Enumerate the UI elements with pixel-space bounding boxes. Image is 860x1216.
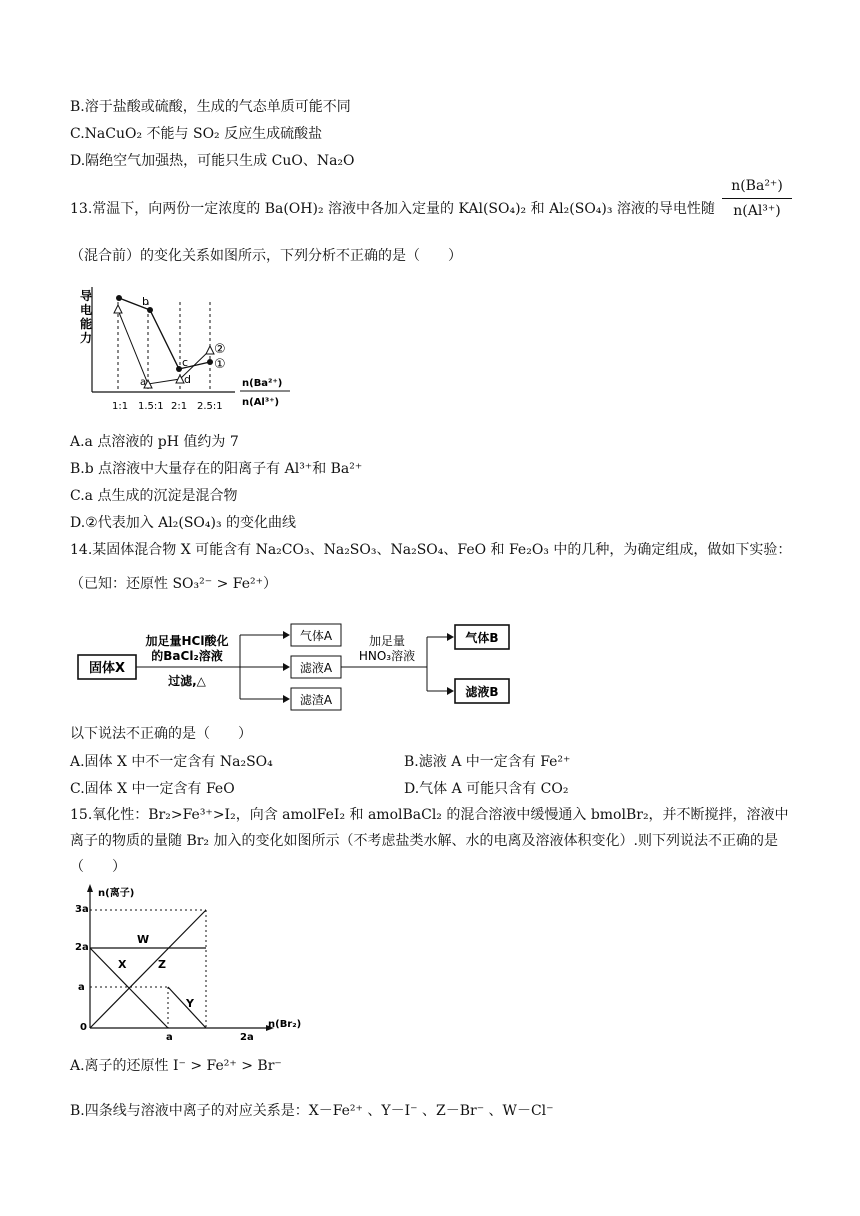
arrowhead-gas-b [447,633,454,641]
q12-option-b: B.溶于盐酸或硫酸，生成的气态单质可能不同 [70,99,351,115]
xlabel: n(Br₂) [268,1019,302,1030]
label-point-a: a [140,377,147,388]
q15-stem: 15.氧化性：Br₂>Fe³⁺>I₂，向含 amolFeI₂ 和 amolBaCl₂ 的混合溶液中缓慢通入 bmolBr₂，并不断搅拌，溶液中离子的物质的量随 Br₂ 加入的变化如图所示（不考虑盐类水解、水的电离及溶液体积变化）.则下列说法不正确的是（ ） [70,807,789,875]
xlabel-denominator: n(Al³⁺) [242,397,280,408]
curve1-point-end [207,359,213,365]
label-w: W [137,933,150,946]
ytick-2a: 2a [75,942,89,953]
reagent-line-1: 加足量HCl酸化 [145,634,229,648]
ylabel-char-1: 导 [80,289,93,303]
q15-option-b: B.四条线与溶液中离子的对应关系是：X－Fe²⁺ 、Y－I⁻ 、Z－Br⁻ 、W－Cl⁻ [70,1103,554,1119]
reagent-hno3-line-2: HNO₃溶液 [358,649,416,663]
experiment-flowchart [75,615,515,715]
curve-1 [119,298,210,369]
arrowhead-residue-a [283,695,290,703]
q13-option-b: B.b 点溶液中大量存在的阳离子有 Al³⁺和 Ba²⁺ [70,461,363,477]
tick-2-5-1: 2.5:1 [197,401,223,412]
q14-option-a: A.固体 X 中不一定含有 Na₂SO₄ [70,754,273,770]
y-axis-arrow [87,884,93,892]
curve2-point-end [206,346,214,354]
gas-a-label: 气体A [299,629,333,643]
tick-2-1: 2:1 [171,401,188,412]
ylabel-char-4: 力 [80,331,93,345]
label-y: Y [186,997,194,1010]
residue-a-label: 滤渣A [299,693,333,707]
ylabel: n(离子) [98,888,135,899]
tick-1-5-1: 1.5:1 [138,401,164,412]
ytick-3a: 3a [75,904,89,915]
line-z [90,910,206,1028]
q15-option-a: A.离子的还原性 I⁻ > Fe²⁺ > Br⁻ [70,1058,282,1074]
solid-x-label: 固体X [88,661,126,676]
q14-note: （已知：还原性 SO₃²⁻ > Fe²⁺） [70,576,277,592]
filtrate-b-label: 滤液B [465,685,499,699]
q13-option-a: A.a 点溶液的 pH 值约为 7 [70,434,239,450]
gas-b-label: 气体B [465,631,499,645]
ion-amount-figure [72,880,312,1040]
ba-al-ratio-fraction [722,178,792,219]
xlabel-numerator: n(Ba²⁺) [242,378,283,389]
label-curve-2: ② [214,342,226,357]
q13-option-c: C.a 点生成的沉淀是混合物 [70,488,238,504]
ytick-a: a [78,982,85,993]
reagent-line-2: 的BaCl₂溶液 [151,649,223,663]
label-point-c: c [182,356,189,369]
ylabel-char-2: 电 [80,303,93,317]
q14-stem: 14.某固体混合物 X 可能含有 Na₂CO₃、Na₂SO₃、Na₂SO₄、FeO 和 Fe₂O₃ 中的几种，为确定组成，做如下实验： [70,542,792,558]
curve-2 [118,310,210,384]
label-point-b: b [142,295,149,308]
tick-1-1: 1:1 [112,401,129,412]
label-point-d: d [184,373,191,386]
q13-option-d: D.②代表加入 Al₂(SO₄)₃ 的变化曲线 [70,515,297,531]
reagent-hno3-line-1: 加足量 [368,634,406,648]
fraction-numerator: n(Ba²⁺) [722,178,792,199]
arrowhead-gas-a [283,631,290,639]
xtick-a: a [166,1032,173,1040]
q14-question: 以下说法不正确的是（ ） [70,726,252,742]
q12-option-d: D.隔绝空气加强热，可能只生成 CuO、Na₂O [70,153,355,169]
q12-option-c: C.NaCuO₂ 不能与 SO₂ 反应生成硫酸盐 [70,126,323,142]
q14-option-b: B.滤液 A 中一定含有 Fe²⁺ [404,754,571,770]
fraction-denominator: n(Al³⁺) [733,203,781,219]
curve2-point-start [114,305,122,313]
q13-stem: 13.常温下，向两份一定浓度的 Ba(OH)₂ 溶液中各加入定量的 KAl(SO₄)₂ 和 Al₂(SO₄)₃ 溶液的导电性随 [70,201,715,217]
arrowhead-filtrate-a [283,663,290,671]
filtrate-a-label: 滤液A [299,661,333,675]
ylabel-char-3: 能 [80,317,93,331]
q14-option-c: C.固体 X 中一定含有 FeO [70,781,235,797]
label-curve-1: ① [214,357,226,372]
arrowhead-filtrate-b [447,687,454,695]
label-z: Z [158,958,166,971]
label-x: X [118,958,127,971]
q14-option-d: D.气体 A 可能只含有 CO₂ [404,781,569,797]
ytick-0: 0 [80,1022,87,1033]
condition-label: 过滤,△ [168,674,206,688]
xtick-2a: 2a [240,1032,254,1040]
q13-stem-continued: （混合前）的变化关系如图所示，下列分析不正确的是（ ） [70,248,462,264]
conductivity-figure [70,282,300,417]
curve1-point-start [116,295,122,301]
